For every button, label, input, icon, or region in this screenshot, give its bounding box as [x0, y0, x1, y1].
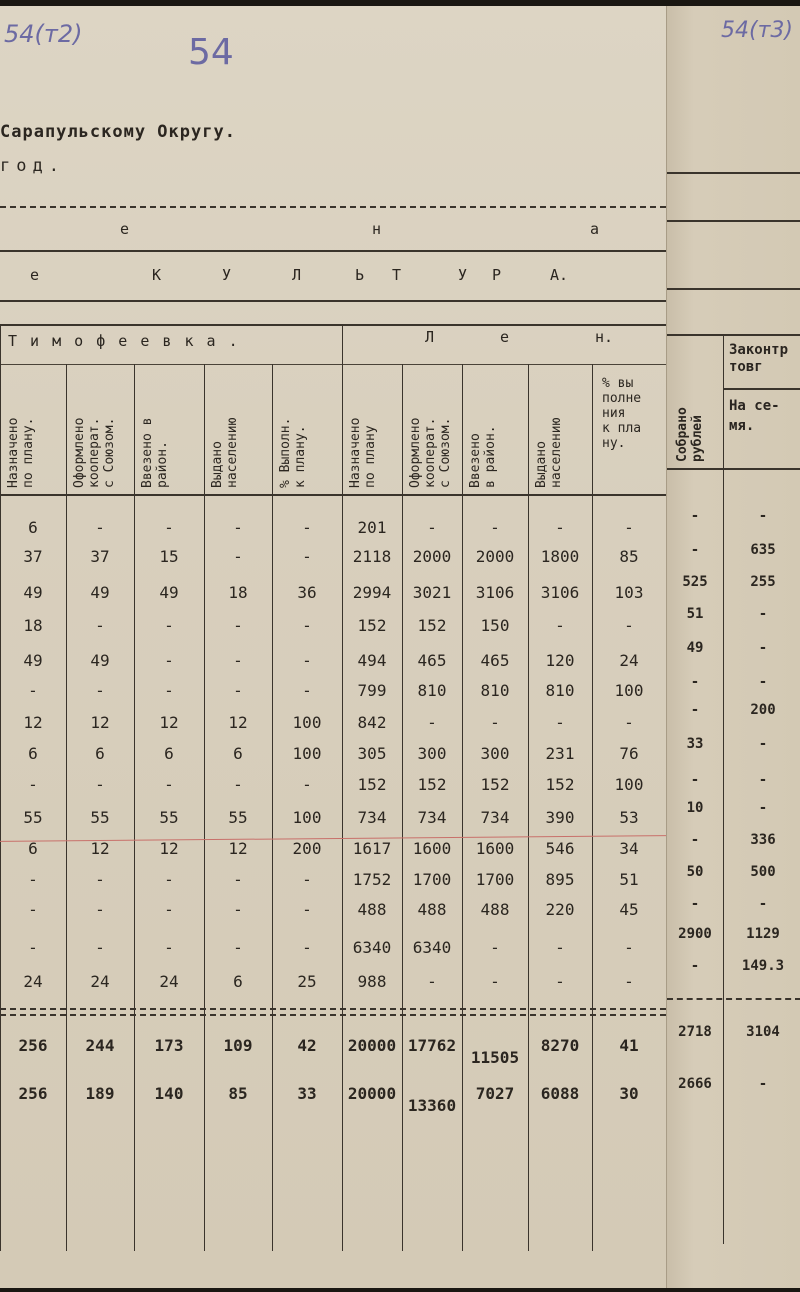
table-cell: 24 [23, 972, 43, 991]
table-cell: 24 [619, 651, 639, 670]
table-cell: 2118 [352, 547, 392, 566]
header-letter: У [222, 266, 232, 284]
table-cell: - [233, 616, 243, 635]
table-cell: 120 [545, 651, 575, 670]
table-row [0, 938, 666, 970]
table-cell: - [555, 713, 565, 732]
table-cell: 2000 [412, 547, 452, 566]
strip-cell-collected: - [690, 674, 700, 690]
table-cell: - [233, 938, 243, 957]
header-letter: Т [392, 266, 402, 284]
table-cell: 988 [357, 972, 387, 991]
strip-cell-collected: - [690, 832, 700, 848]
strip-cell-collected: - [690, 542, 700, 558]
strip-total-contracted: - [758, 1076, 768, 1092]
header-letter: Р [492, 266, 502, 284]
table-cell: - [302, 681, 312, 700]
strip-cell-collected: 2900 [678, 926, 712, 942]
table-cell: 6 [164, 744, 174, 763]
strip-cell-contracted: 635 [750, 542, 776, 558]
table-cell: 6340 [352, 938, 392, 957]
column-header: % вы полне ния к пла ну. [602, 376, 642, 451]
divider [723, 388, 800, 390]
document-page [0, 6, 666, 1288]
divider [667, 288, 800, 290]
table-cell: - [233, 518, 243, 537]
table-cell: - [233, 870, 243, 889]
table-cell: 3021 [412, 583, 452, 602]
table-cell: 25 [297, 972, 317, 991]
table-cell: 390 [545, 808, 575, 827]
table-cell: 734 [480, 808, 510, 827]
header-letter: е [30, 266, 40, 284]
table-cell: 34 [619, 839, 639, 858]
table-cell: 6 [233, 972, 243, 991]
strip-cell-contracted: - [758, 508, 768, 524]
table-cell: - [233, 900, 243, 919]
table-row [0, 775, 666, 807]
strip-cell-contracted: - [758, 896, 768, 912]
header-letter: А. [550, 266, 569, 284]
document-year-line: год. [0, 156, 65, 176]
totals-cell: 20000 [347, 1036, 397, 1055]
strip-cell-contracted: - [758, 606, 768, 622]
strip-cell-collected: - [690, 772, 700, 788]
table-cell: 152 [417, 775, 447, 794]
table-cell: 100 [292, 808, 322, 827]
table-cell: - [555, 616, 565, 635]
strip-cell-collected: - [690, 896, 700, 912]
totals-cell: 13360 [407, 1096, 457, 1115]
column-header: Выдано населению [210, 417, 240, 488]
table-cell: - [164, 938, 174, 957]
totals-cell: 20000 [347, 1084, 397, 1103]
table-cell: 305 [357, 744, 387, 763]
table-cell: 100 [292, 744, 322, 763]
totals-cell: 256 [18, 1036, 48, 1055]
column-header: Ввезено в район. [468, 425, 498, 488]
table-cell: - [624, 938, 634, 957]
strip-cell-contracted: - [758, 772, 768, 788]
totals-rule [0, 1008, 666, 1010]
table-cell: - [302, 870, 312, 889]
table-cell: 18 [228, 583, 248, 602]
table-cell: 810 [480, 681, 510, 700]
strip-cell-contracted: 500 [750, 864, 776, 880]
column-header: Оформлено кооперат. с Союзом. [72, 417, 117, 488]
table-row [0, 900, 666, 932]
table-cell: 6 [233, 744, 243, 763]
strip-cell-contracted: 336 [750, 832, 776, 848]
strip-header-seeds: На се- мя. [729, 398, 780, 434]
totals-cell: 140 [154, 1084, 184, 1103]
table-cell: 15 [159, 547, 179, 566]
table-cell: - [302, 547, 312, 566]
table-cell: 24 [90, 972, 110, 991]
column-header: % Выполн. к плану. [278, 417, 308, 488]
table-cell: - [164, 681, 174, 700]
table-cell: 465 [417, 651, 447, 670]
strip-cell-contracted: 1129 [746, 926, 780, 942]
totals-cell: 173 [154, 1036, 184, 1055]
strip-header-contracted: Законтр товг [729, 342, 789, 375]
totals-cell: 6088 [540, 1084, 580, 1103]
strip-cell-collected: 525 [682, 574, 708, 590]
table-cell: - [302, 518, 312, 537]
table-cell: - [164, 870, 174, 889]
header-letter: К [152, 266, 162, 284]
table-cell: 465 [480, 651, 510, 670]
table-cell: 152 [545, 775, 575, 794]
table-cell: - [28, 870, 38, 889]
table-cell: 12 [23, 713, 43, 732]
table-cell: 49 [23, 583, 43, 602]
table-cell: 1600 [412, 839, 452, 858]
strip-cell-collected: 51 [686, 606, 704, 622]
table-cell: 53 [619, 808, 639, 827]
table-cell: - [490, 713, 500, 732]
table-cell: 1700 [475, 870, 515, 889]
header-letter: н [372, 220, 382, 238]
table-row [0, 839, 666, 871]
header-letter: е [120, 220, 130, 238]
divider [0, 250, 666, 252]
header-letter: н. [595, 328, 614, 346]
table-cell: 37 [23, 547, 43, 566]
table-cell: - [490, 972, 500, 991]
divider [667, 334, 800, 336]
table-cell: - [28, 938, 38, 957]
table-cell: 36 [297, 583, 317, 602]
totals-cell: 11505 [470, 1048, 520, 1067]
table-cell: 51 [619, 870, 639, 889]
header-letter: У [458, 266, 468, 284]
strip-total-collected: 2666 [678, 1076, 712, 1092]
divider [0, 206, 666, 208]
table-cell: 152 [417, 616, 447, 635]
totals-cell: 244 [85, 1036, 115, 1055]
column-header: Ввезено в район. [140, 417, 170, 488]
table-cell: 895 [545, 870, 575, 889]
archive-mark-left: 54(т2) [4, 20, 83, 48]
table-cell: 12 [90, 839, 110, 858]
header-letter: Л [425, 328, 435, 346]
table-cell: 300 [480, 744, 510, 763]
table-cell: 45 [619, 900, 639, 919]
table-cell: - [302, 775, 312, 794]
totals-cell: 8270 [540, 1036, 580, 1055]
table-cell: 24 [159, 972, 179, 991]
table-cell: 12 [159, 839, 179, 858]
divider [0, 324, 666, 326]
totals-cell: 30 [619, 1084, 639, 1103]
table-cell: 100 [292, 713, 322, 732]
strip-header-collected: Собрано рублей [675, 407, 705, 462]
table-cell: 6 [28, 744, 38, 763]
adjacent-sheet-strip [666, 6, 800, 1288]
divider [667, 220, 800, 222]
totals-cell: 17762 [407, 1036, 457, 1055]
table-cell: - [302, 938, 312, 957]
table-cell: 12 [228, 839, 248, 858]
totals-row [0, 1084, 666, 1115]
totals-cell: 7027 [475, 1084, 515, 1103]
table-cell: 6340 [412, 938, 452, 957]
table-cell: 49 [23, 651, 43, 670]
table-cell: 1700 [412, 870, 452, 889]
table-cell: 842 [357, 713, 387, 732]
table-cell: 55 [228, 808, 248, 827]
table-cell: 488 [357, 900, 387, 919]
table-cell: 152 [480, 775, 510, 794]
table-cell: 100 [614, 775, 644, 794]
table-cell: 76 [619, 744, 639, 763]
table-cell: 12 [90, 713, 110, 732]
table-cell: 12 [159, 713, 179, 732]
table-cell: 37 [90, 547, 110, 566]
totals-cell: 189 [85, 1084, 115, 1103]
table-cell: - [164, 775, 174, 794]
header-letter: Ь [355, 266, 365, 284]
archive-mark-right: 54(т3) [721, 18, 793, 43]
table-cell: 103 [614, 583, 644, 602]
header-letter: е [500, 328, 510, 346]
table-cell: 231 [545, 744, 575, 763]
table-cell: - [95, 938, 105, 957]
table-cell: 55 [159, 808, 179, 827]
table-cell: 200 [292, 839, 322, 858]
table-cell: - [624, 518, 634, 537]
table-cell: 810 [417, 681, 447, 700]
table-row [0, 713, 666, 745]
strip-cell-contracted: - [758, 736, 768, 752]
table-row [0, 681, 666, 713]
table-cell: - [164, 518, 174, 537]
table-cell: 220 [545, 900, 575, 919]
divider [0, 300, 666, 302]
table-cell: - [490, 518, 500, 537]
table-cell: 152 [357, 775, 387, 794]
table-cell: - [95, 518, 105, 537]
table-cell: - [490, 938, 500, 957]
table-cell: 6 [28, 518, 38, 537]
table-row [0, 972, 666, 1004]
table-cell: - [427, 972, 437, 991]
table-cell: 799 [357, 681, 387, 700]
table-cell: - [95, 775, 105, 794]
page-number-handwritten: 54 [188, 32, 234, 73]
table-cell: 201 [357, 518, 387, 537]
table-cell: - [555, 938, 565, 957]
table-cell: - [624, 713, 634, 732]
table-cell: 3106 [475, 583, 515, 602]
strip-cell-collected: 10 [686, 800, 704, 816]
totals-cell: 41 [619, 1036, 639, 1055]
table-cell: - [555, 972, 565, 991]
table-cell: - [555, 518, 565, 537]
table-cell: 2000 [475, 547, 515, 566]
table-cell: 2994 [352, 583, 392, 602]
header-letter: Л [292, 266, 302, 284]
strip-cell-contracted: - [758, 674, 768, 690]
table-cell: - [624, 616, 634, 635]
table-cell: 734 [417, 808, 447, 827]
totals-rule [0, 1014, 666, 1016]
table-row [0, 651, 666, 683]
strip-total-contracted: 3104 [746, 1024, 780, 1040]
strip-cell-collected: 49 [686, 640, 704, 656]
strip-cell-collected: - [690, 702, 700, 718]
table-cell: - [624, 972, 634, 991]
table-cell: - [233, 547, 243, 566]
table-cell: 49 [90, 583, 110, 602]
table-row [0, 583, 666, 615]
column-rule [723, 334, 724, 1244]
table-cell: 300 [417, 744, 447, 763]
table-cell: 100 [614, 681, 644, 700]
table-cell: 12 [228, 713, 248, 732]
table-cell: 6 [28, 839, 38, 858]
strip-cell-collected: - [690, 508, 700, 524]
table-row [0, 547, 666, 579]
document-title: Сарапульскому Округу. [0, 122, 236, 142]
table-cell: - [95, 616, 105, 635]
strip-total-collected: 2718 [678, 1024, 712, 1040]
strip-cell-contracted: - [758, 800, 768, 816]
totals-cell: 256 [18, 1084, 48, 1103]
table-cell: - [28, 900, 38, 919]
table-cell: - [28, 775, 38, 794]
table-cell: 494 [357, 651, 387, 670]
header-bottom-rule [0, 494, 666, 496]
strip-cell-collected: - [690, 958, 700, 974]
table-cell: - [302, 900, 312, 919]
table-row [0, 870, 666, 902]
column-header: Назначено по плану [348, 417, 378, 488]
table-cell: 18 [23, 616, 43, 635]
table-cell: 1600 [475, 839, 515, 858]
table-cell: - [302, 651, 312, 670]
header-letter: а [590, 220, 600, 238]
table-cell: - [28, 681, 38, 700]
table-cell: - [233, 651, 243, 670]
table-cell: 55 [90, 808, 110, 827]
table-cell: 55 [23, 808, 43, 827]
divider [667, 468, 800, 470]
group-timofeevka: Т и м о ф е е в к а . [8, 332, 240, 350]
table-cell: 488 [480, 900, 510, 919]
strip-cell-contracted: 200 [750, 702, 776, 718]
table-cell: - [95, 681, 105, 700]
table-cell: 49 [90, 651, 110, 670]
table-cell: 152 [357, 616, 387, 635]
strip-cell-contracted: 255 [750, 574, 776, 590]
table-cell: 6 [95, 744, 105, 763]
totals-row [0, 1036, 666, 1067]
table-cell: - [427, 518, 437, 537]
table-cell: 734 [357, 808, 387, 827]
table-cell: 1752 [352, 870, 392, 889]
table-cell: - [302, 616, 312, 635]
table-cell: - [95, 900, 105, 919]
column-header: Выдано населению [534, 417, 564, 488]
table-cell: - [427, 713, 437, 732]
column-header: Оформлено кооперат. с Союзом. [408, 417, 453, 488]
table-cell: 49 [159, 583, 179, 602]
strip-cell-collected: 33 [686, 736, 704, 752]
totals-cell: 85 [228, 1084, 248, 1103]
table-cell: 488 [417, 900, 447, 919]
table-cell: 85 [619, 547, 639, 566]
column-header: Назначено по плану. [6, 417, 36, 488]
table-cell: 150 [480, 616, 510, 635]
divider [0, 364, 666, 365]
table-row [0, 744, 666, 776]
strip-cell-contracted: 149.3 [741, 958, 785, 974]
table-cell: - [95, 870, 105, 889]
table-cell: 1617 [352, 839, 392, 858]
table-cell: 1800 [540, 547, 580, 566]
table-cell: - [233, 775, 243, 794]
table-cell: 810 [545, 681, 575, 700]
table-row [0, 616, 666, 648]
strip-cell-collected: 50 [686, 864, 704, 880]
table-cell: - [164, 616, 174, 635]
totals-cell: 109 [223, 1036, 253, 1055]
divider [667, 172, 800, 174]
totals-cell: 42 [297, 1036, 317, 1055]
table-cell: - [233, 681, 243, 700]
table-cell: - [164, 900, 174, 919]
table-cell: - [164, 651, 174, 670]
table-cell: 3106 [540, 583, 580, 602]
table-cell: 546 [545, 839, 575, 858]
totals-cell: 33 [297, 1084, 317, 1103]
totals-rule [667, 998, 800, 1000]
strip-cell-contracted: - [758, 640, 768, 656]
